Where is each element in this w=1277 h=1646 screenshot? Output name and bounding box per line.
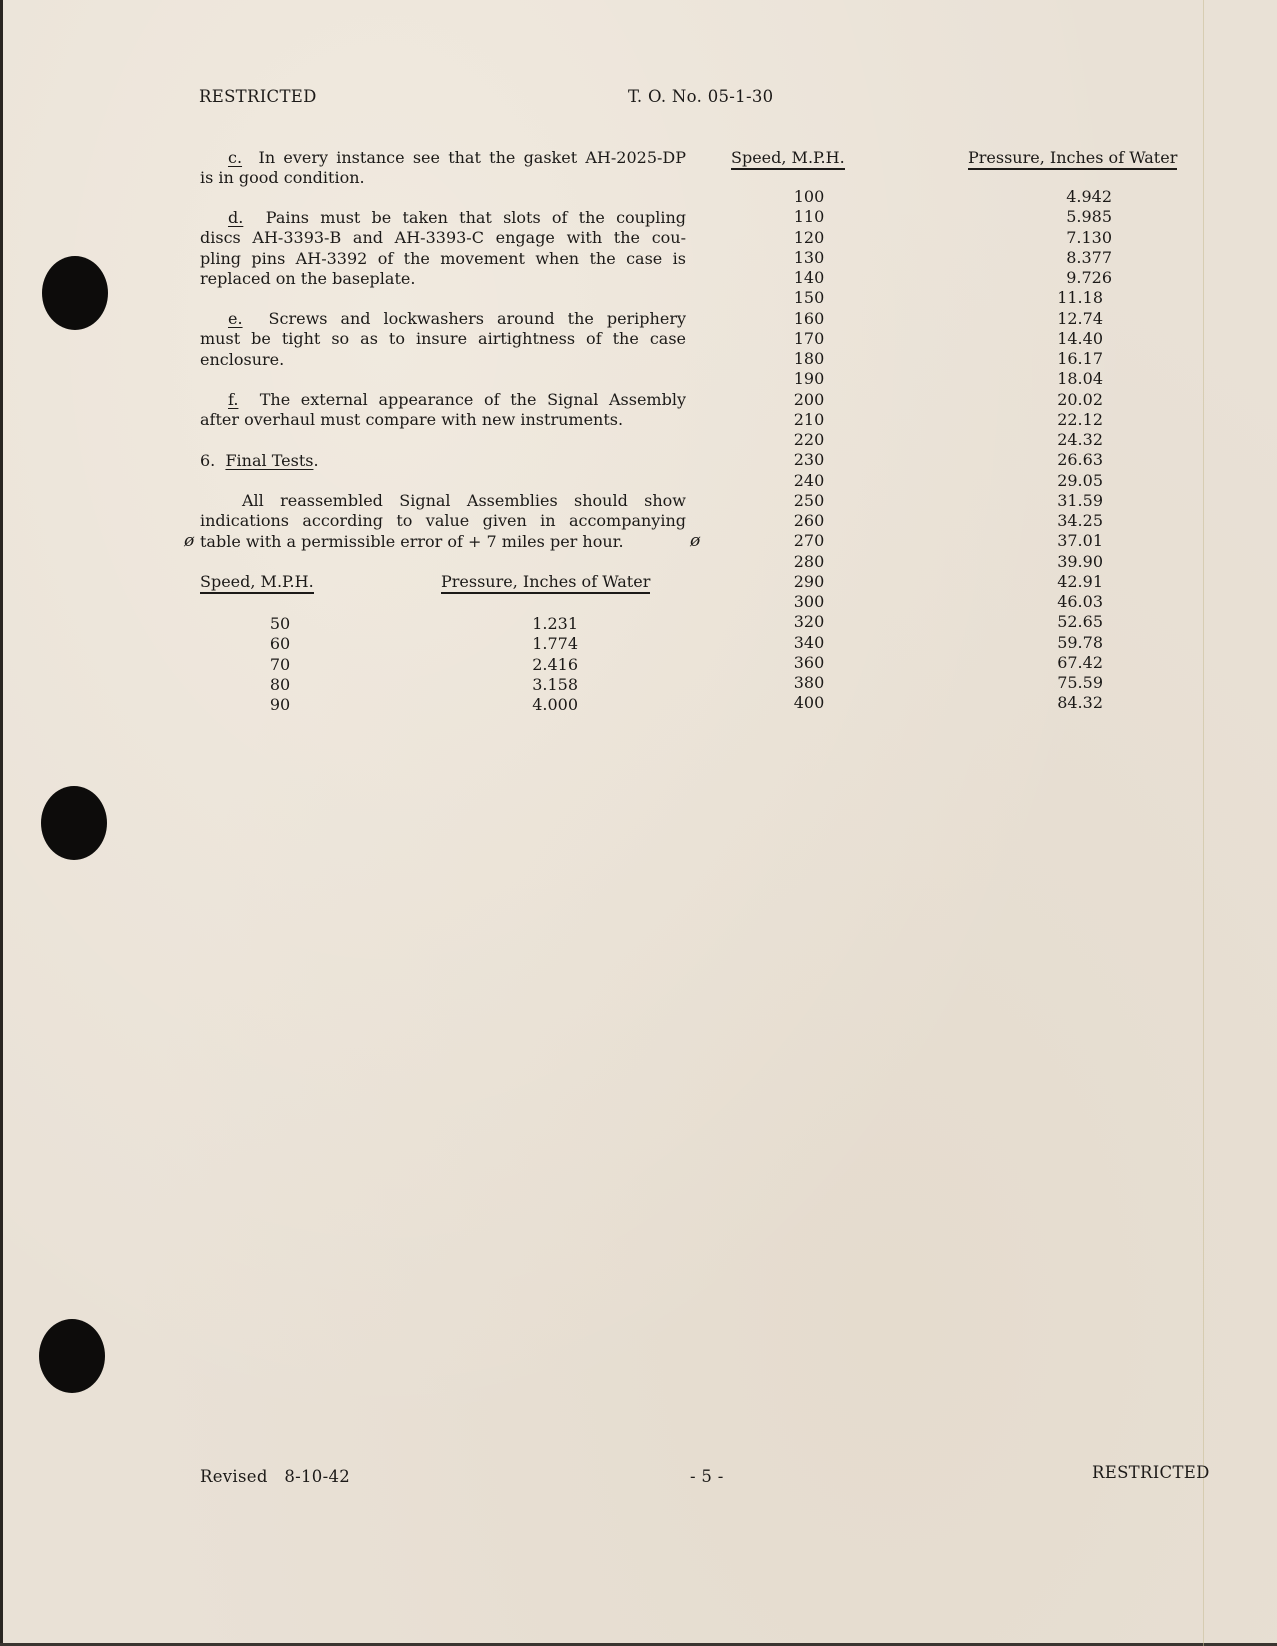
table-cell: 24.32	[1057, 430, 1103, 449]
table-cell: 150	[793, 288, 825, 308]
table-cell: 22.12	[1057, 409, 1103, 429]
table-cell: 2.416	[532, 654, 578, 674]
table-cell: 110	[793, 207, 825, 227]
left-table-header-pressure: Pressure, Inches of Water	[441, 572, 650, 594]
paragraph-line: enclosure.	[200, 349, 285, 369]
table-cell: 380	[793, 673, 825, 692]
paragraph-line: f. The external appearance of the Signal Assembly	[228, 390, 687, 409]
table-cell: 240	[793, 470, 825, 490]
table-cell: 280	[793, 551, 825, 571]
table-cell: 80	[269, 674, 291, 694]
table-cell: 260	[793, 511, 825, 530]
table-cell: 220	[793, 430, 825, 449]
page-fold-line	[1203, 0, 1204, 1646]
table-cell: 290	[793, 571, 825, 591]
paragraph-line: discs AH-3393-B and AH-3393-C engage with the cou-	[200, 228, 686, 248]
table-cell: 400	[793, 693, 825, 713]
paragraph-f	[200, 390, 686, 431]
table-cell: 7.130	[1066, 227, 1112, 247]
table-cell: 42.91	[1057, 571, 1103, 591]
paragraph-line: e. Screws and lockwashers around the periphery	[228, 309, 687, 328]
table-cell: 3.158	[532, 674, 578, 694]
right-table-header-pressure: Pressure, Inches of Water	[968, 148, 1177, 170]
punch-hole-top	[42, 256, 108, 330]
margin-mark-left: ø	[184, 531, 195, 551]
header-tech-order: T. O. No. 05-1-30	[628, 87, 774, 106]
table-cell: 67.42	[1057, 652, 1103, 672]
paragraph-label: c.	[228, 148, 243, 167]
footer-page-number: - 5 -	[690, 1467, 724, 1486]
paragraph-line: replaced on the baseplate.	[200, 268, 416, 288]
margin-mark-right: ø	[690, 531, 701, 551]
table-cell: 90	[269, 695, 291, 714]
table-cell: 360	[793, 652, 825, 672]
table-cell: 29.05	[1057, 470, 1103, 490]
table-cell: 180	[793, 349, 825, 368]
punch-hole-middle	[41, 786, 107, 860]
paragraph-line: All reassembled Signal Assemblies should show	[242, 491, 686, 510]
left-table-pressure-column	[520, 614, 620, 715]
paragraph-e	[200, 309, 686, 370]
table-cell: 1.774	[532, 634, 578, 654]
section-number: 6.	[200, 451, 216, 470]
table-cell: 100	[793, 187, 825, 206]
table-cell: 31.59	[1057, 490, 1103, 510]
section-title: Final Tests	[225, 451, 314, 470]
left-table-header-speed: Speed, M.P.H.	[200, 572, 314, 594]
table-cell: 130	[793, 247, 825, 267]
paragraph-label: d.	[228, 208, 244, 227]
table-cell: 52.65	[1057, 612, 1103, 632]
table-cell: 34.25	[1057, 511, 1103, 530]
punch-hole-bottom	[39, 1319, 105, 1393]
paragraph-line: indications according to value given in accompanying	[200, 511, 686, 531]
table-cell: 200	[793, 389, 825, 409]
final-tests-paragraph	[200, 491, 686, 552]
table-cell: 18.04	[1057, 369, 1103, 389]
table-cell: 37.01	[1057, 531, 1103, 551]
paragraph-c	[200, 148, 686, 189]
paragraph-line: table with a permissible error of + 7 miles per hour.	[200, 531, 624, 551]
table-cell: 190	[793, 369, 825, 389]
table-cell: 300	[793, 592, 825, 611]
paragraph-label: e.	[228, 309, 243, 328]
table-cell: 4.000	[532, 695, 578, 714]
table-cell: 1.231	[532, 614, 578, 633]
table-cell: 230	[793, 450, 825, 470]
paragraph-line: c. In every instance see that the gasket AH-2025-DP	[228, 148, 687, 167]
table-cell: 59.78	[1057, 632, 1103, 652]
table-cell: 60	[269, 634, 291, 654]
right-table-pressure-column	[1040, 187, 1112, 714]
section-heading: 6. Final Tests.	[200, 451, 319, 470]
table-cell: 46.03	[1057, 592, 1103, 611]
table-cell: 39.90	[1057, 551, 1103, 571]
paragraph-line: pling pins AH-3392 of the movement when the case is	[200, 248, 686, 268]
table-cell: 140	[793, 268, 825, 287]
table-cell: 320	[793, 612, 825, 632]
table-cell: 170	[793, 328, 825, 348]
paragraph-line: must be tight so as to insure airtightness of the case	[200, 329, 686, 349]
table-cell: 340	[793, 632, 825, 652]
paragraph-d	[200, 208, 686, 289]
right-table-header-speed: Speed, M.P.H.	[731, 148, 845, 170]
table-cell: 11.18	[1057, 288, 1103, 308]
table-cell: 26.63	[1057, 450, 1103, 470]
table-cell: 120	[793, 227, 825, 247]
paragraph-line: d. Pains must be taken that slots of the coupling	[228, 208, 687, 227]
table-cell: 70	[269, 654, 291, 674]
table-cell: 9.726	[1066, 268, 1112, 287]
paragraph-line: is in good condition.	[200, 168, 365, 188]
table-cell: 12.74	[1057, 308, 1103, 328]
footer-revised-date: Revised 8-10-42	[200, 1467, 351, 1486]
right-table-speed-column	[779, 187, 839, 714]
paragraph-line: after overhaul must compare with new instruments.	[200, 410, 624, 430]
table-cell: 8.377	[1066, 247, 1112, 267]
table-cell: 50	[269, 614, 291, 633]
header-classification: RESTRICTED	[199, 87, 317, 106]
table-cell: 75.59	[1057, 673, 1103, 692]
table-cell: 14.40	[1057, 328, 1103, 348]
table-cell: 20.02	[1057, 389, 1103, 409]
left-table-speed-column	[250, 614, 310, 715]
table-cell: 5.985	[1066, 207, 1112, 227]
table-cell: 250	[793, 490, 825, 510]
paragraph-label: f.	[228, 390, 239, 409]
table-cell: 4.942	[1066, 187, 1112, 206]
table-cell: 210	[793, 409, 825, 429]
table-cell: 16.17	[1057, 349, 1103, 368]
footer-classification: RESTRICTED	[1092, 1463, 1210, 1482]
table-cell: 84.32	[1057, 693, 1103, 713]
page-left-edge	[0, 0, 3, 1646]
table-cell: 160	[793, 308, 825, 328]
table-cell: 270	[793, 531, 825, 551]
